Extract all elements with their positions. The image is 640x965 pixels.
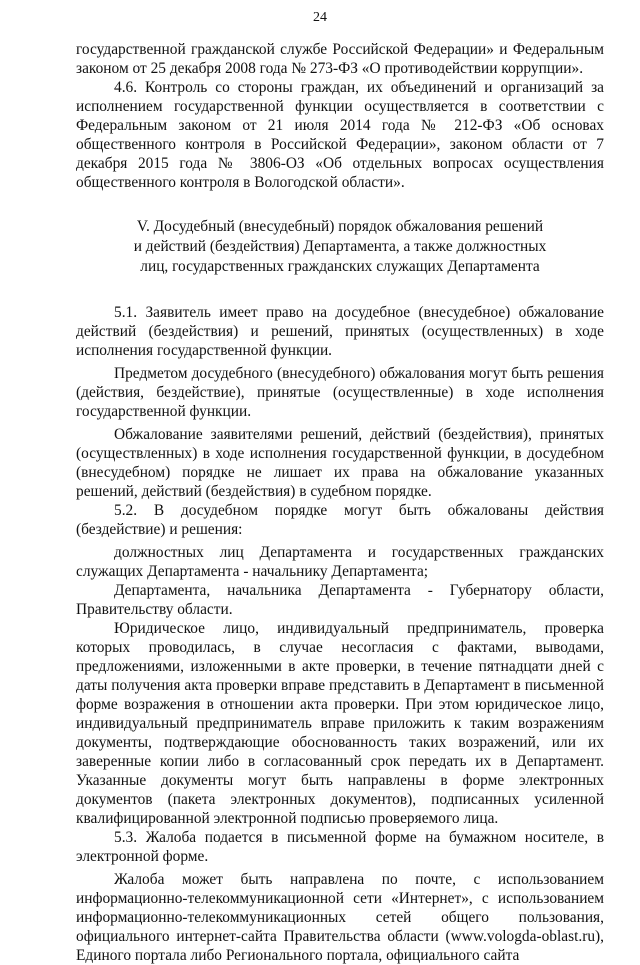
paragraph: Жалоба может быть направлена по почте, с использованием информационно-телекоммуникационной сети «Интернет», с использованием информационно-телекоммуникационных сетей общего пользования, официального интернет-сайта Правительства области (www.vologda-oblast.ru), Единого портала либо Регионального портала, официального сайта (76, 871, 604, 964)
section-title-line: лиц, государственных гражданских служащих Департамента (140, 258, 540, 275)
section-title-line: и действий (бездействия) Департамента, а также должностных (133, 238, 547, 255)
list-item: Департамента, начальника Департамента - Губернатору области, Правительству области. (76, 582, 604, 618)
paragraph: Обжалование заявителями решений, действий (бездействия), принятых (осуществленных) в ходе исполнения государственной функции, в досудебном (внесудебном) порядке не лишает их права на обжалование указанных решений, действий (бездействия) в судебном порядке. (76, 426, 604, 500)
paragraph-5-2: 5.2. В досудебном порядке могут быть обжалованы действия (бездействие) и решения: (76, 502, 604, 538)
paragraph-4-6: 4.6. Контроль со стороны граждан, их объединений и организаций за исполнением государственной функции осуществляется в соответствии с Федеральным законом от 21 июля 2014 года № 212-ФЗ «Об основах общественного контроля в Российской Федерации», законом области от 7 декабря 2015 года № 3806-ОЗ «Об отдельных вопросах осуществления общественного контроля в Вологодской области». (76, 79, 604, 191)
paragraph-5-3: 5.3. Жалоба подается в письменной форме на бумажном носителе, в электронной форме. (76, 829, 604, 865)
document-body (76, 40, 604, 965)
page-number: 24 (313, 10, 327, 25)
paragraph: Юридическое лицо, индивидуальный предприниматель, проверка которых проводилась, в случае несогласия с фактами, выводами, предложениями, изложенными в акте проверки, в течение пятнадцати дней с даты получения акта проверки вправе представить в Департамент в письменной форме возражения в отношении акта проверки. При этом юридическое лицо, индивидуальный предприниматель вправе приложить к таким возражениям документы, подтверждающие обоснованность таких возражений, или их заверенные копии либо в согласованный срок передать их в Департамент. Указанные документы могут быть направлены в форме электронных документов (пакета электронных документов), подписанных усиленной квалифицированной электронной подписью проверяемого лица. (76, 620, 604, 827)
paragraph-continued: государственной гражданской службе Российской Федерации» и Федеральным законом от 25 декабря 2008 года № 273-ФЗ «О противодействии коррупции». (76, 41, 604, 77)
section-title (76, 217, 604, 277)
paragraph-5-1: 5.1. Заявитель имеет право на досудебное (внесудебное) обжалование действий (бездействия) и решений, принятых (осуществленных) в ходе исполнения государственной функции. (76, 304, 604, 359)
list-item: должностных лиц Департамента и государственных гражданских служащих Департамента - начальнику Департамента; (76, 544, 604, 580)
section-title-line: V. Досудебный (внесудебный) порядок обжалования решений (136, 218, 544, 235)
paragraph: Предметом досудебного (внесудебного) обжалования могут быть решения (действия, бездействие), принятые (осуществленные) в ходе исполнения государственной функции. (76, 365, 604, 420)
